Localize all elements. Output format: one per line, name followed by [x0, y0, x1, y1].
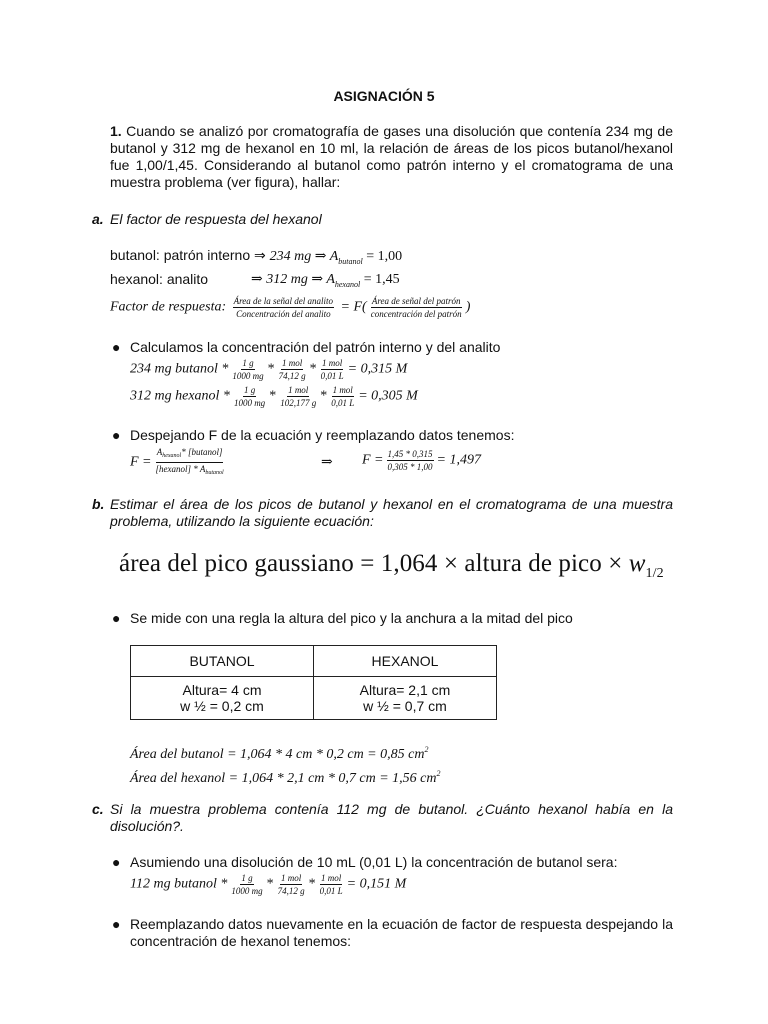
bullet-icon: ● — [112, 916, 121, 932]
table-row — [131, 677, 497, 720]
calc-butanol-result: = 0,315 M — [347, 361, 408, 377]
problem-text: Cuando se analizó por cromatografía de gases una disolución que contenía 234 mg de butanol y 312 mg de hexanol en 10 ml, la relación de áreas de los picos butanol/hexanol fue 1,00/1,45. Considerando al butanol como patrón interno y el cromatograma de una muestra problema (ver figura), hallar: — [110, 123, 673, 190]
problem-statement — [110, 123, 673, 191]
f-numeric: F = $\frac{1,45 * 0,315}{0,305 * 1,00}$ = 1,497 — [362, 449, 481, 472]
area-butanol: Área del butanol = 1,064 * 4 cm * 0,2 cm = 0,85 $cm^2$ — [130, 745, 429, 762]
calc-butanol: 234 mg butanol * $\frac{1 g}{1000 mg}$ * $\frac{\text{1 mol}}{74,12 g}$ * $\frac{\text{1 mol}}{0,01 L}$ = 0,315 M — [130, 358, 408, 381]
area-hexanol: Área del hexanol = 1,064 * 2,1 cm * 0,7 cm = 1,56 $cm^2$ — [130, 769, 441, 786]
bullet-icon: ● — [112, 854, 121, 870]
bullet-icon: ● — [112, 610, 121, 626]
hexanol-prefix: hexanol: analito — [110, 271, 209, 287]
f-formula: F = $\frac{A_{hexanol}* [butanol]}{[hexanol] * A_{butanol}}$ — [130, 447, 224, 476]
part-c-text: Si la muestra problema contenía 112 mg de butanol. ¿Cuánto hexanol había en la disolución?. — [110, 801, 673, 834]
hexanol-math: ⇒ 312 mg ⇒ A — [251, 272, 335, 287]
table-header-row — [131, 646, 497, 677]
table-header-hexanol: HEXANOL — [314, 646, 497, 677]
bullet-assume: ● Asumiendo una disolución de 10 mL (0,01 L) la concentración de butanol sera: — [112, 854, 618, 870]
calc-hexanol: 312 mg hexanol * $\frac{1 g}{1000 mg}$ * $\frac{\text{1 mol}}{102,177 g}$ * $\frac{\text{1 mol}}{0,01 L}$ = 0,305 M — [130, 385, 418, 408]
bullet-measure: ● Se mide con una regla la altura del pico y la anchura a la mitad del pico — [112, 610, 573, 626]
bullet-icon: ● — [112, 339, 121, 355]
part-c-label: c. — [92, 801, 104, 817]
factor-fraction-analyte: $\frac{\text{Área de la señal del analito}}{\text{Concentración del analito}}$ — [233, 296, 334, 319]
bullet-icon: ● — [112, 427, 121, 443]
bullet-replace: ● Reemplazando datos nuevamente en la ecuación de factor de respuesta despejando la concentración de hexanol tenemos: — [112, 916, 673, 949]
factor-mid: = F( — [340, 299, 367, 315]
page-title: ASIGNACIÓN 5 — [333, 88, 435, 104]
bullet-despejando: ● Despejando F de la ecuación y reemplazando datos tenemos: — [112, 427, 515, 443]
problem-number: 1. — [110, 123, 122, 139]
f-result: = 1,497 — [436, 452, 481, 468]
calc-sample-result: = 0,151 M — [346, 876, 407, 892]
hexanol-line — [110, 271, 208, 288]
peak-measurements-table — [130, 645, 497, 720]
f-fraction: $\frac{A_{hexanol}* [butanol]}{[hexanol] * A_{butanol}}$ — [155, 447, 224, 476]
part-c-heading — [92, 801, 673, 835]
part-b-label: b. — [92, 496, 105, 512]
part-b-heading — [92, 496, 673, 530]
part-a-heading — [92, 211, 673, 228]
factor-fraction-standard: $\frac{\text{Área de señal del patrón}}{\text{concentración del patrón}}$ — [370, 296, 462, 319]
bullet-concentration: ● Calculamos la concentración del patrón interno y del analito — [112, 339, 501, 355]
calc-hexanol-result: = 0,305 M — [358, 388, 418, 404]
factor-label: Factor de respuesta: — [110, 299, 227, 315]
butanol-math: 234 mg ⇒ A — [269, 249, 339, 264]
table-header-butanol: BUTANOL — [131, 646, 314, 677]
f-arrow: ⇒ — [321, 455, 333, 470]
butanol-prefix: butanol: patrón interno ⇒ — [110, 247, 266, 263]
part-a-label: a. — [92, 211, 104, 227]
hexanol-math-line — [251, 271, 400, 293]
part-b-text: Estimar el área de los picos de butanol y hexanol en el cromatograma de una muestra problema, utilizando la siguiente ecuación: — [110, 496, 673, 529]
butanol-line — [110, 247, 402, 270]
factor-equation: Factor de respuesta: $\frac{\text{Área de la señal del analito}}{\text{Concentración del analito}}$ = F( $\frac{\text{Área de señal del patrón}}{\text{concentración del patrón}}$ ) — [110, 296, 471, 319]
gaussian-area-equation: área del pico gaussiano = 1,064 × altura de pico × $w_{1/2}$ — [119, 550, 664, 581]
hexanol-sub: hexanol — [334, 280, 361, 289]
hexanol-cell: Altura= 2,1 cm w ½ = 0,7 cm — [314, 677, 497, 720]
butanol-cell: Altura= 4 cm w ½ = 0,2 cm — [131, 677, 314, 720]
calc-butanol-sample: 112 mg butanol * $\frac{1 g}{1000 mg}$ * $\frac{\text{1 mol}}{74,12 g}$ * $\frac{\text{1 mol}}{0,01 L}$ = 0,151 M — [130, 873, 407, 896]
butanol-sub: butanol — [338, 257, 363, 266]
hexanol-value: = 1,45 — [360, 272, 400, 287]
butanol-value: = 1,00 — [362, 249, 403, 264]
part-a-text: El factor de respuesta del hexanol — [110, 211, 322, 227]
